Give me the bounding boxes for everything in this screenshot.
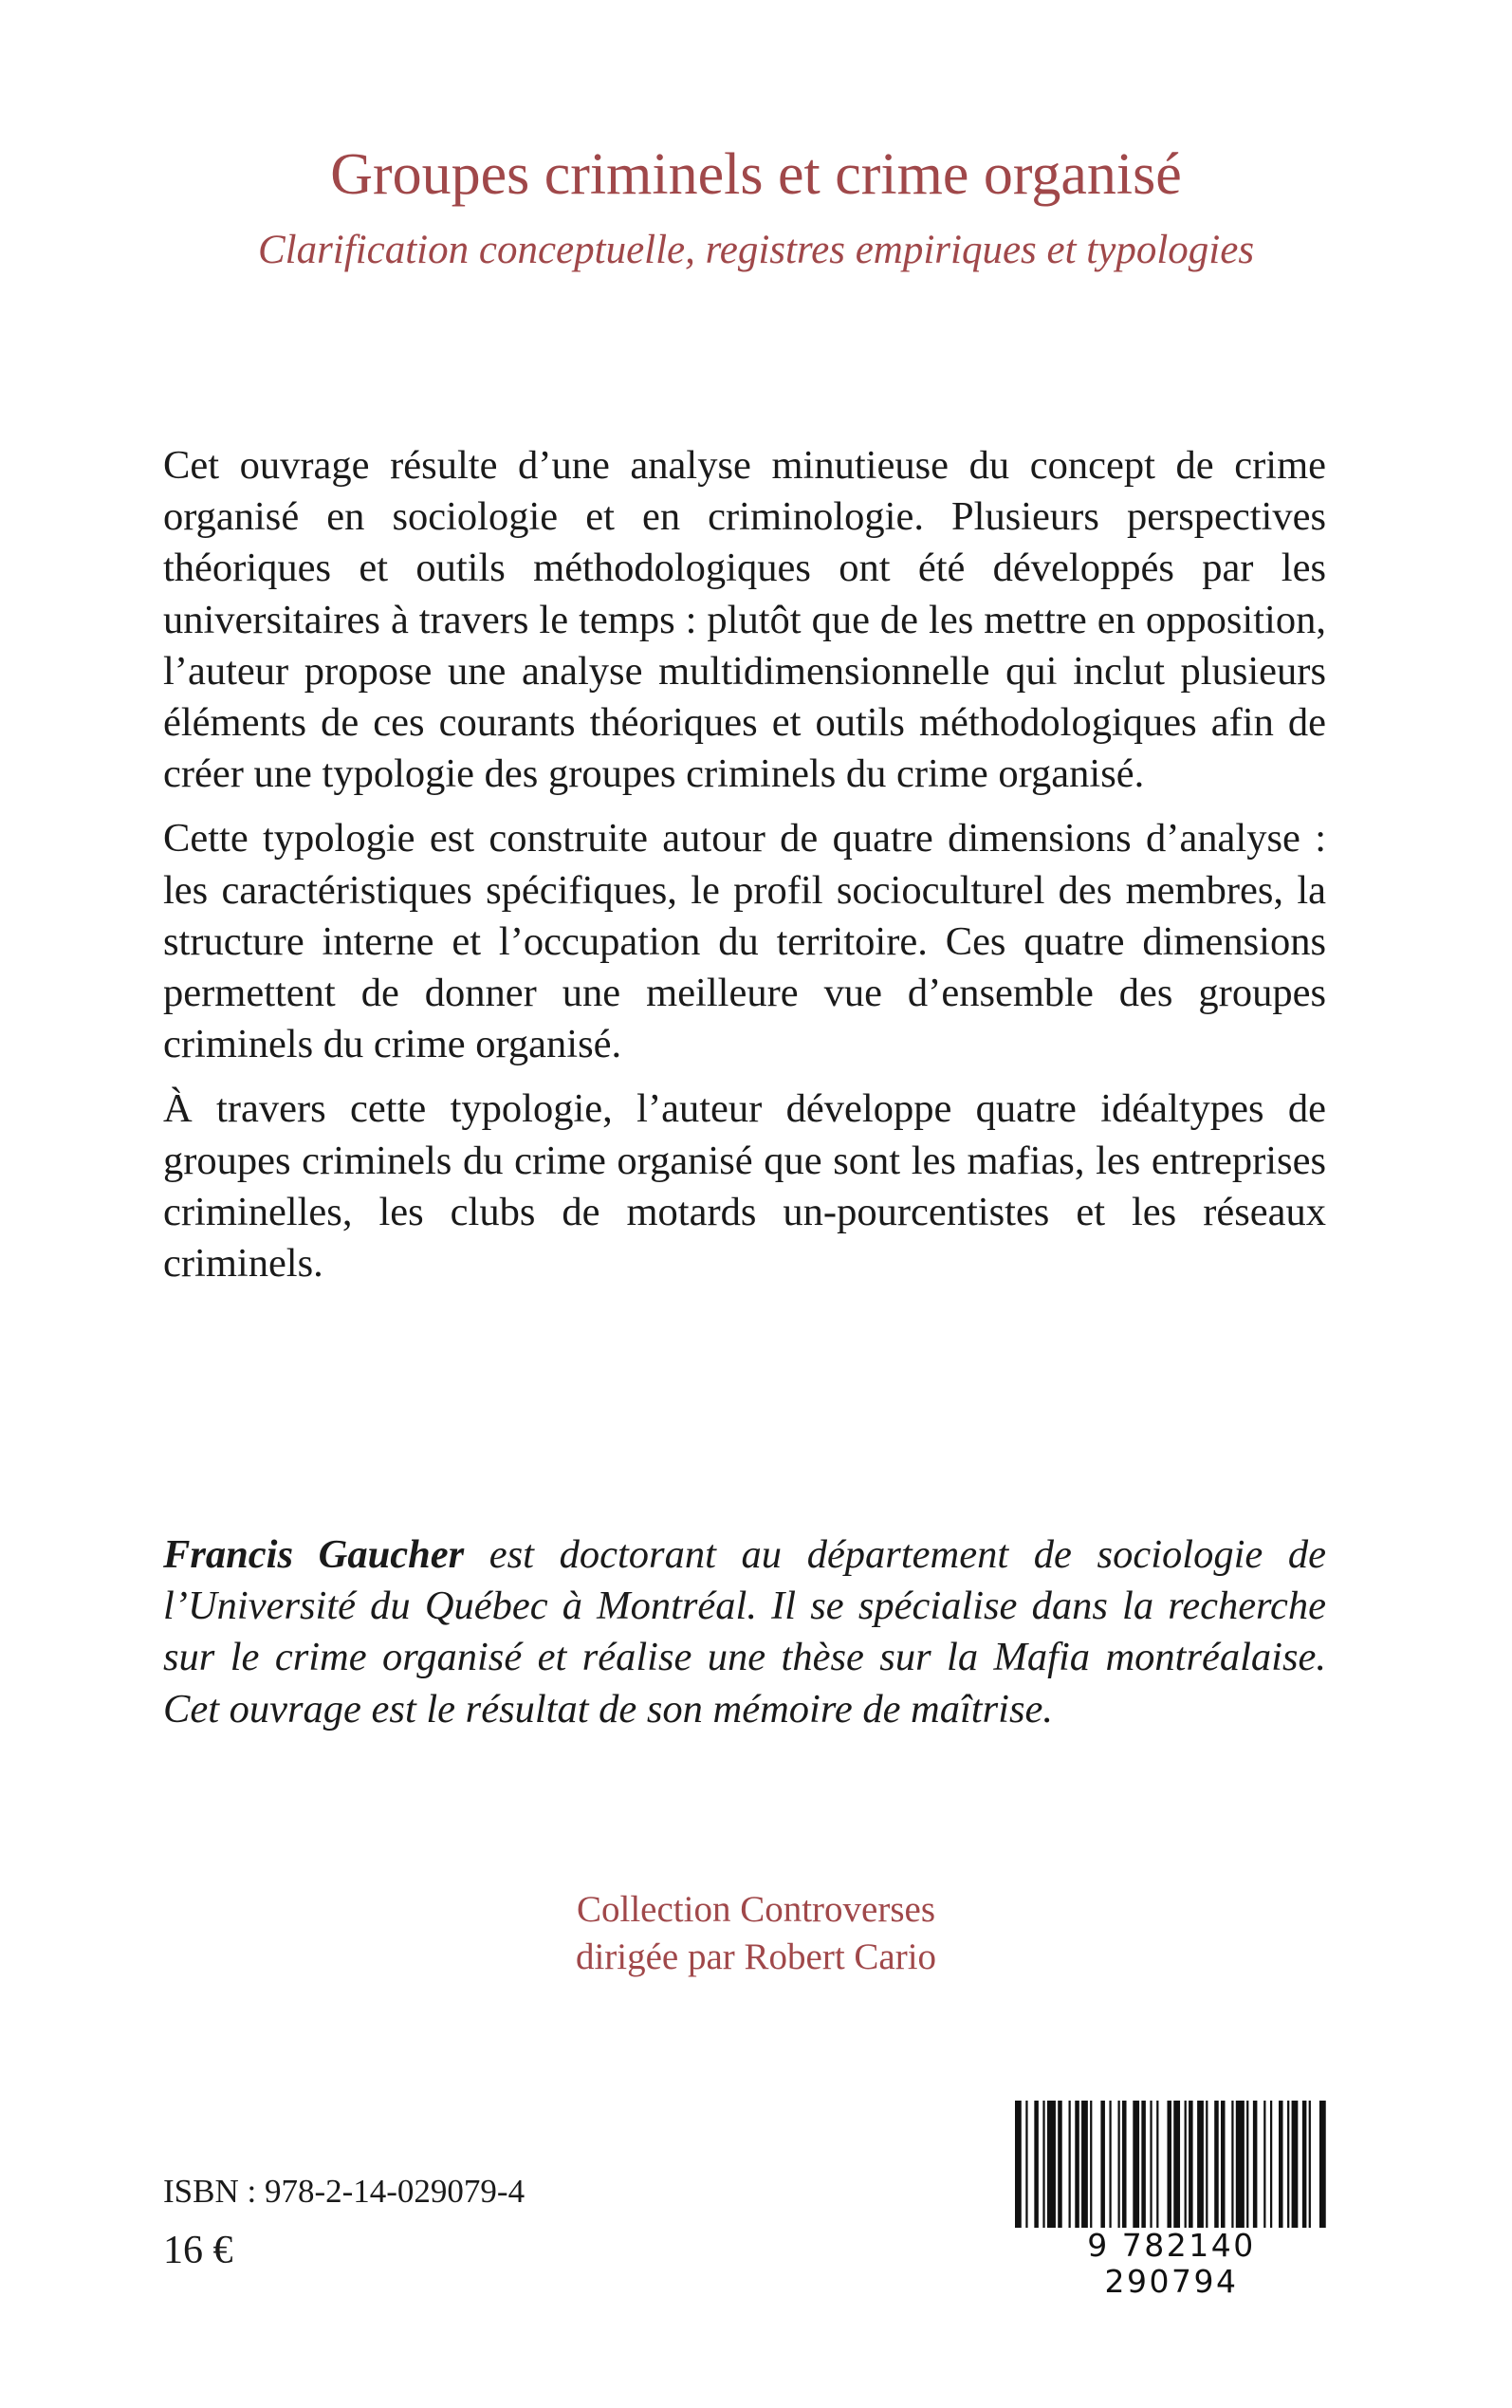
author-name: Francis Gaucher [163, 1532, 465, 1577]
blurb [163, 440, 1326, 1303]
blurb-paragraph: À travers cette typologie, l’auteur développe quatre idéaltypes de groupes criminels du crime organisé que sont les mafias, les entreprises criminelles, les clubs de motards un-pourcentistes et les réseaux criminels. [163, 1086, 1326, 1287]
collection-director: dirigée par Robert Cario [575, 1936, 937, 1977]
price: 16 € [163, 2229, 233, 2272]
book-subtitle: Clarification conceptuelle, registres empiriques et typologies [257, 228, 1255, 272]
author-bio [163, 1529, 1326, 1735]
collection-info [0, 1886, 1512, 1981]
author-bio-text: est doctorant au département de sociologie de l’Université du Québec à Montréal. Il se spécialise dans la recherche sur le crime organisé et réalise une thèse sur la Mafia montréalaise. Cet ouvrage est le résultat de son mémoire de maîtrise. [163, 1532, 1326, 1732]
isbn: ISBN : 978-2-14-029079-4 [163, 2173, 526, 2210]
book-title: Groupes criminels et crime organisé [330, 142, 1182, 207]
barcode-digits: 9 782140 290794 [1015, 2228, 1328, 2300]
blurb-paragraph: Cette typologie est construite autour de quatre dimensions d’analyse : les caractéristiques spécifiques, le profil socioculturel des membres, la structure interne et l’occupation du territoire. Ces quatre dimensions permettent de donner une meilleure vue d’ensemble des groupes criminels du crime organisé. [163, 816, 1326, 1067]
collection-name: Collection Controverses [576, 1889, 936, 1930]
blurb-paragraph: Cet ouvrage résulte d’une analyse minutieuse du concept de crime organisé en sociologie et en criminologie. Plusieurs perspectives théoriques et outils méthodologiques ont été développés par les universitaires à travers le temps : plutôt que de les mettre en opposition, l’auteur propose une analyse multidimensionnelle qui inclut plusieurs éléments de ces courants théoriques et outils méthodologiques afin de créer une typologie des groupes criminels du crime organisé. [163, 443, 1326, 797]
